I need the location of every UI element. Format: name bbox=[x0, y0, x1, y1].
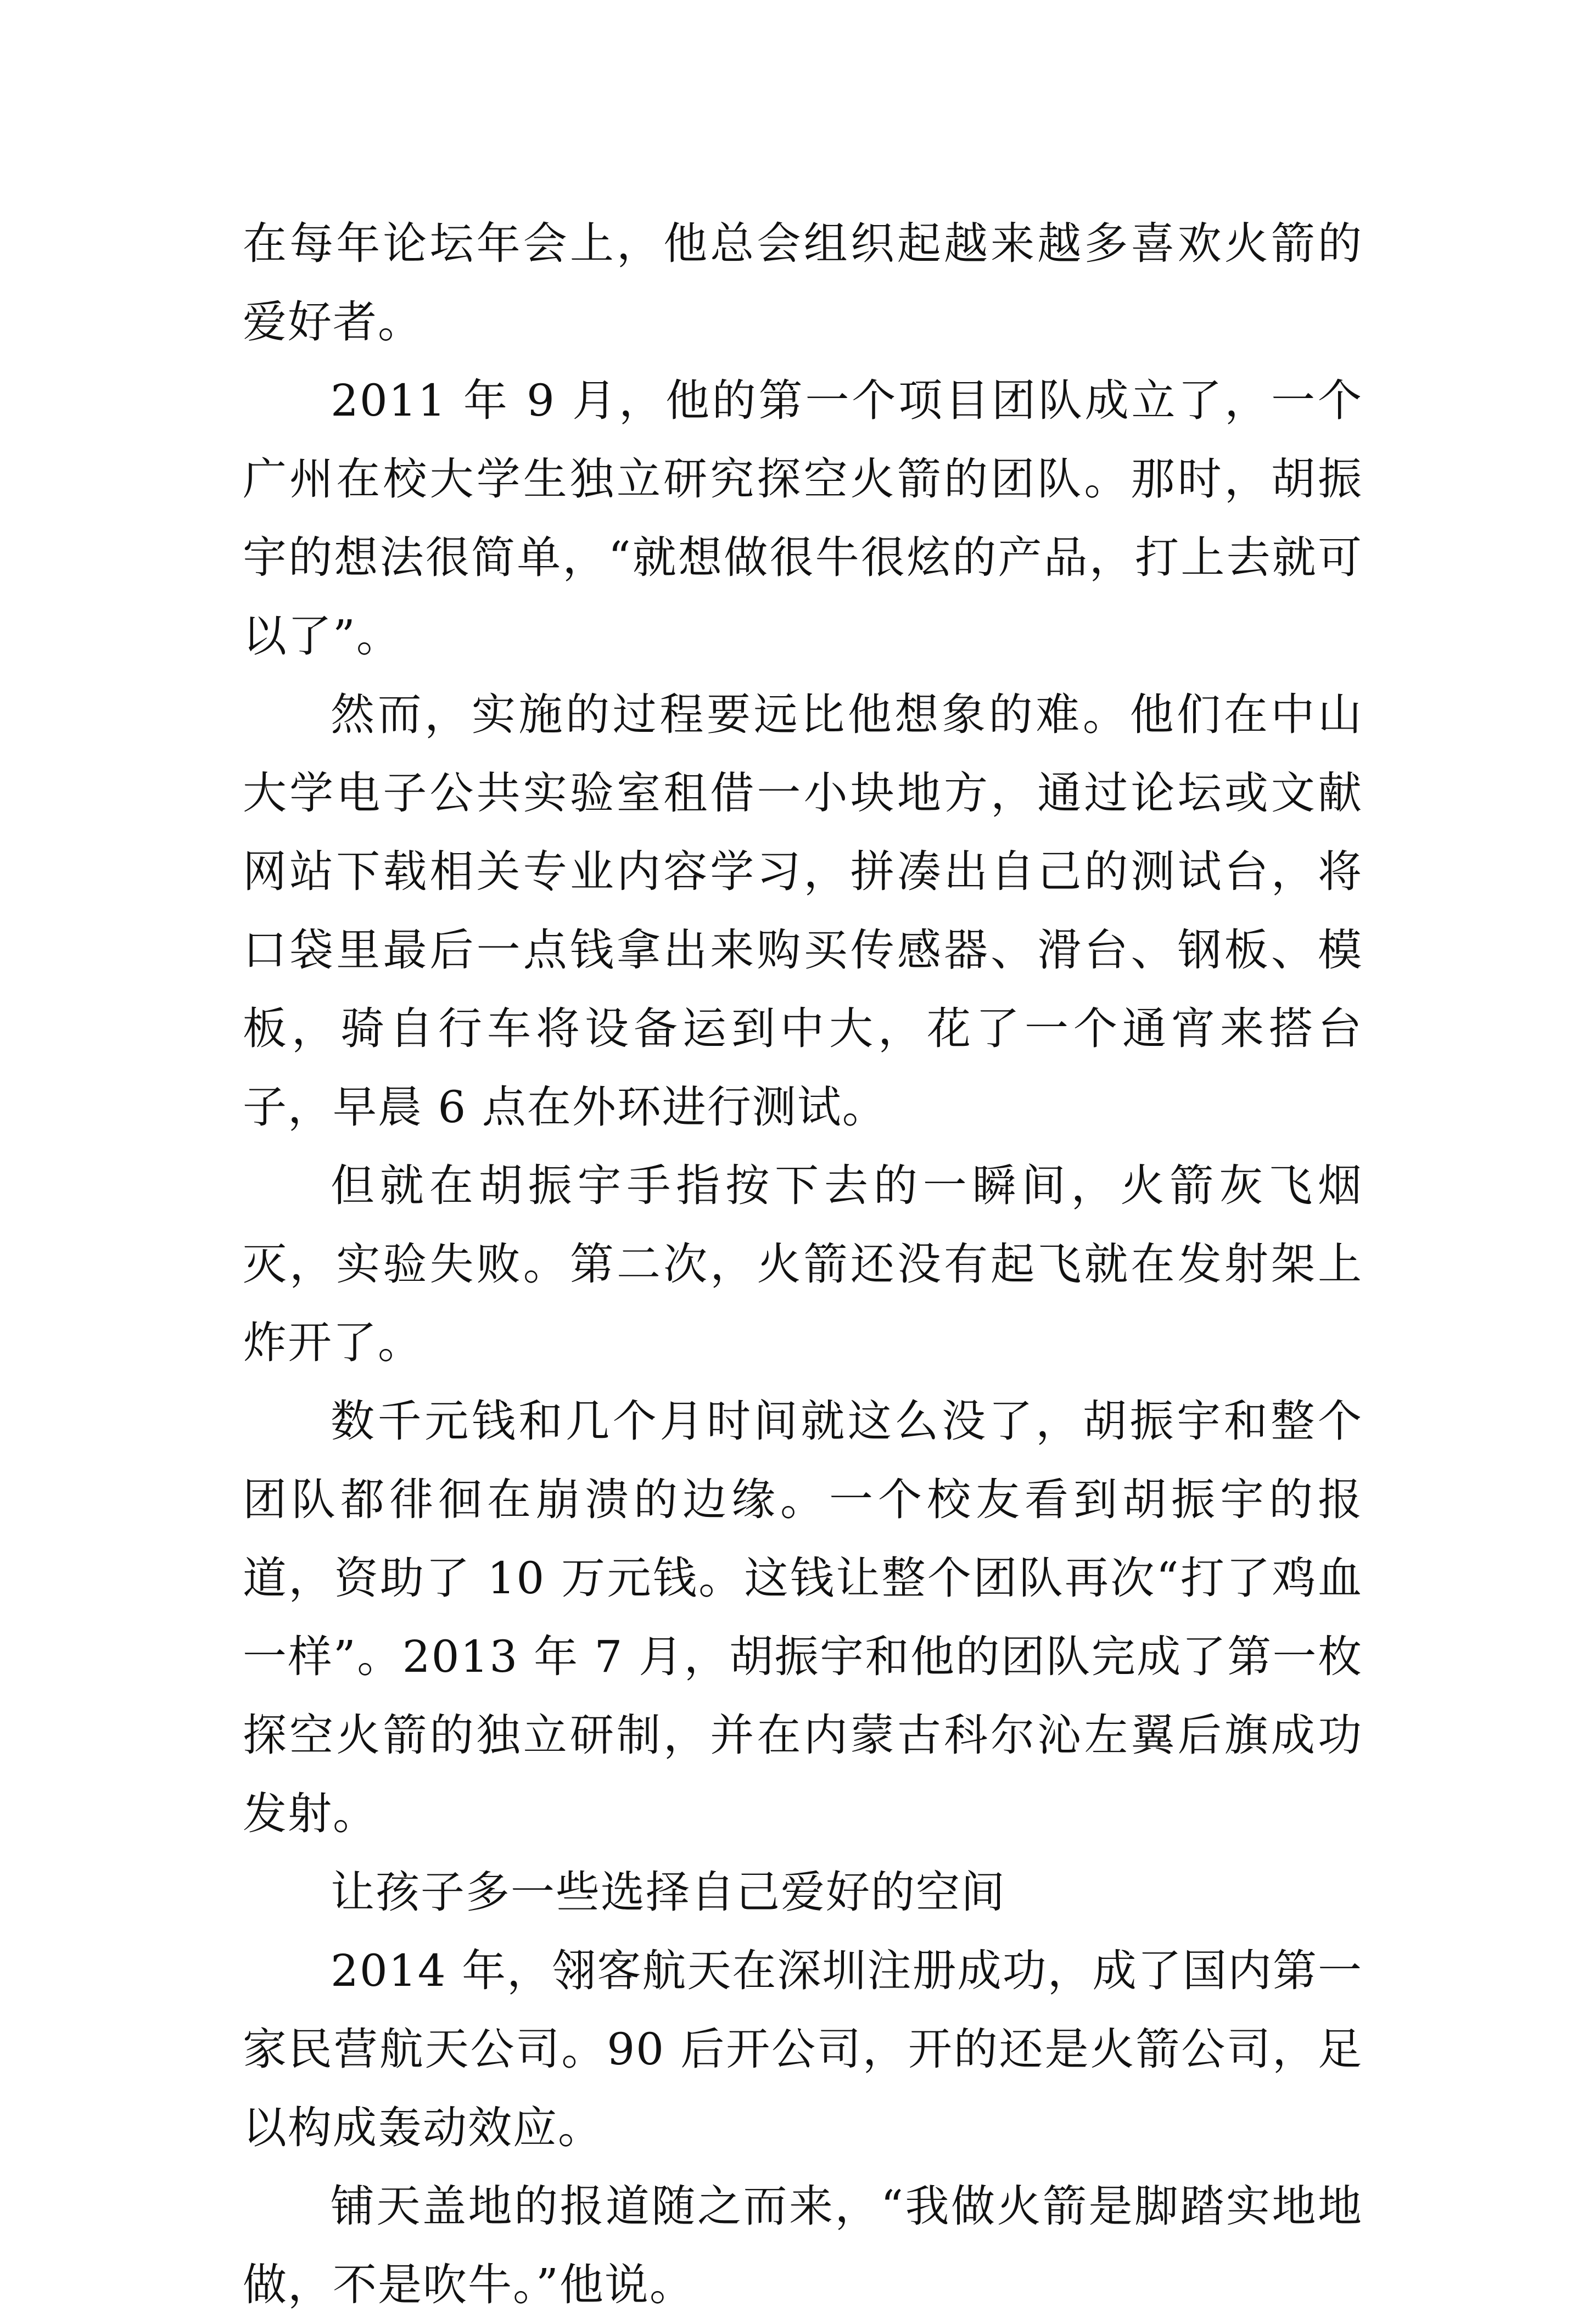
paragraph: 但就在胡振宇手指按下去的一瞬间，火箭灰飞烟灭，实验失败。第二次，火箭还没有起飞就在发射架上炸开了。 bbox=[243, 1160, 1363, 1368]
paragraph: 在每年论坛年会上，他总会组织起越来越多喜欢火箭的爱好者。 bbox=[243, 218, 1363, 348]
paragraph: 2011 年 9 月，他的第一个项目团队成立了，一个广州在校大学生独立研究探空火箭的团队。那时，胡振宇的想法很简单，“就想做很牛很炫的产品，打上去就可以了”。 bbox=[243, 375, 1363, 662]
paragraph: 2014 年，翎客航天在深圳注册成功，成了国内第一家民营航天公司。90 后开公司，开的还是火箭公司，足以构成轰动效应。 bbox=[243, 1945, 1363, 2153]
body-text bbox=[243, 204, 1363, 2324]
paragraph: 数千元钱和几个月时间就这么没了，胡振宇和整个团队都徘徊在崩溃的边缘。一个校友看到胡振宇的报道，资助了 10 万元钱。这钱让整个团队再次“打了鸡血一样”。2013 年 7 月，胡振宇和他的团队完成了第一枚探空火箭的独立研制，并在内蒙古科尔沁左翼后旗成功发射。 bbox=[243, 1396, 1363, 1839]
paragraph: 然而，实施的过程要远比他想象的难。他们在中山大学电子公共实验室租借一小块地方，通过论坛或文献网站下载相关专业内容学习，拼凑出自己的测试台，将口袋里最后一点钱拿出来购买传感器、滑台、钢板、模板，骑自行车将设备运到中大，花了一个通宵来搭台子，早晨 6 点在外环进行测试。 bbox=[243, 689, 1363, 1133]
section-heading: 让孩子多一些选择自己爱好的空间 bbox=[331, 1867, 1006, 1918]
paragraph: 铺天盖地的报道随之而来，“我做火箭是脚踏实地地做，不是吹牛。”他说。 bbox=[243, 2181, 1363, 2310]
